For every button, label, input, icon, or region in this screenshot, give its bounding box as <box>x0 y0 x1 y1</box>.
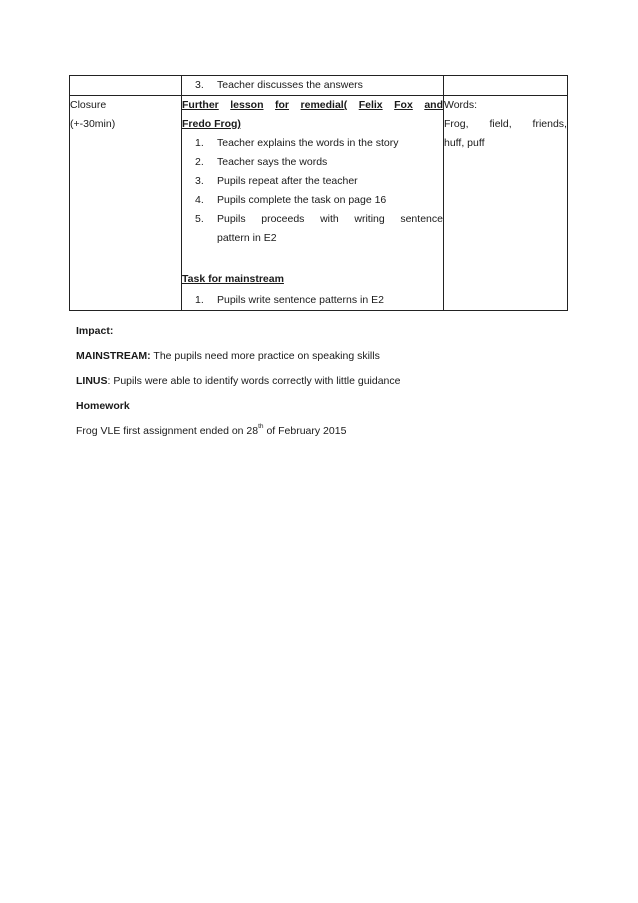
list-number: 2. <box>195 156 204 168</box>
homework-heading <box>76 398 576 414</box>
words-line1 <box>444 115 567 134</box>
activity-cell <box>182 96 444 311</box>
notes-cell-empty <box>444 76 568 96</box>
activity-heading-line2 <box>182 115 443 134</box>
list-word: sentence <box>400 213 443 225</box>
mainstream-text: The pupils need more practice on speaking skills <box>150 350 380 362</box>
reflection-notes <box>76 323 576 439</box>
list-text: Teacher explains the words in the story <box>217 137 399 149</box>
stage-name: Closure <box>70 99 107 111</box>
ordinal-suffix: th <box>258 423 264 430</box>
list-text: Pupils write sentence patterns in E2 <box>217 294 384 306</box>
linus-label: LINUS <box>76 375 108 387</box>
linus-text: : Pupils were able to identify words correctly with little guidance <box>107 375 401 387</box>
homework-note <box>76 423 576 439</box>
list-number: 3. <box>195 79 204 91</box>
words-label: Words: <box>444 99 478 111</box>
list-word: Pupils <box>217 213 246 225</box>
words-line2: huff, puff <box>444 137 485 149</box>
heading-word: Felix <box>358 99 383 111</box>
list-text: Teacher says the words <box>217 156 328 168</box>
heading-word: Further <box>182 99 219 111</box>
heading-word: Fox <box>394 99 413 111</box>
activity-heading-line1 <box>182 96 443 115</box>
list-number: 3. <box>195 175 204 187</box>
spacer <box>182 248 443 267</box>
list-word: writing <box>354 213 385 225</box>
list-item <box>182 210 443 229</box>
stage-duration: (+-30min) <box>70 118 116 130</box>
vocab-word: field, <box>489 118 512 130</box>
heading-word: and <box>424 99 443 111</box>
list-text: Pupils complete the task on page 16 <box>217 194 387 206</box>
list-text: Teacher discusses the answers <box>217 79 363 91</box>
mainstream-heading <box>182 267 443 291</box>
list-number: 1. <box>195 294 204 306</box>
vocab-word: Frog, <box>444 118 469 130</box>
heading-word: remedial( <box>300 99 348 111</box>
lesson-plan-table <box>69 75 568 311</box>
heading-word: for <box>275 99 290 111</box>
impact-label: Impact: <box>76 325 114 337</box>
words-cell <box>444 96 568 311</box>
list-item <box>182 172 443 191</box>
mainstream-heading-text: Task for mainstream <box>182 273 284 285</box>
homework-label: Homework <box>76 400 130 412</box>
list-item <box>182 134 443 153</box>
vocab-word: friends, <box>532 118 567 130</box>
impact-heading <box>76 323 576 339</box>
linus-note <box>76 373 576 389</box>
list-item <box>182 291 443 310</box>
table-row-closure <box>70 96 568 311</box>
heading-text: Fredo Frog) <box>182 118 241 130</box>
list-item <box>182 76 443 95</box>
heading-word: lesson <box>230 99 264 111</box>
mainstream-note <box>76 348 576 364</box>
list-text-justified <box>217 210 443 229</box>
list-number: 1. <box>195 137 204 149</box>
mainstream-label: MAINSTREAM: <box>76 350 151 362</box>
homework-text-end: of February 2015 <box>263 425 347 437</box>
list-item <box>182 153 443 172</box>
list-number: 4. <box>195 194 204 206</box>
activity-cell-continuation <box>182 76 444 96</box>
list-item <box>182 191 443 210</box>
stage-cell-empty <box>70 76 182 96</box>
list-word: proceeds <box>261 213 305 225</box>
list-word: with <box>320 213 339 225</box>
stage-cell <box>70 96 182 311</box>
table-row-continuation <box>70 76 568 96</box>
list-text: Pupils repeat after the teacher <box>217 175 358 187</box>
homework-text: Frog VLE first assignment ended on 28 <box>76 425 259 437</box>
list-item-continuation: pattern in E2 <box>217 232 277 244</box>
list-number: 5. <box>195 213 204 225</box>
